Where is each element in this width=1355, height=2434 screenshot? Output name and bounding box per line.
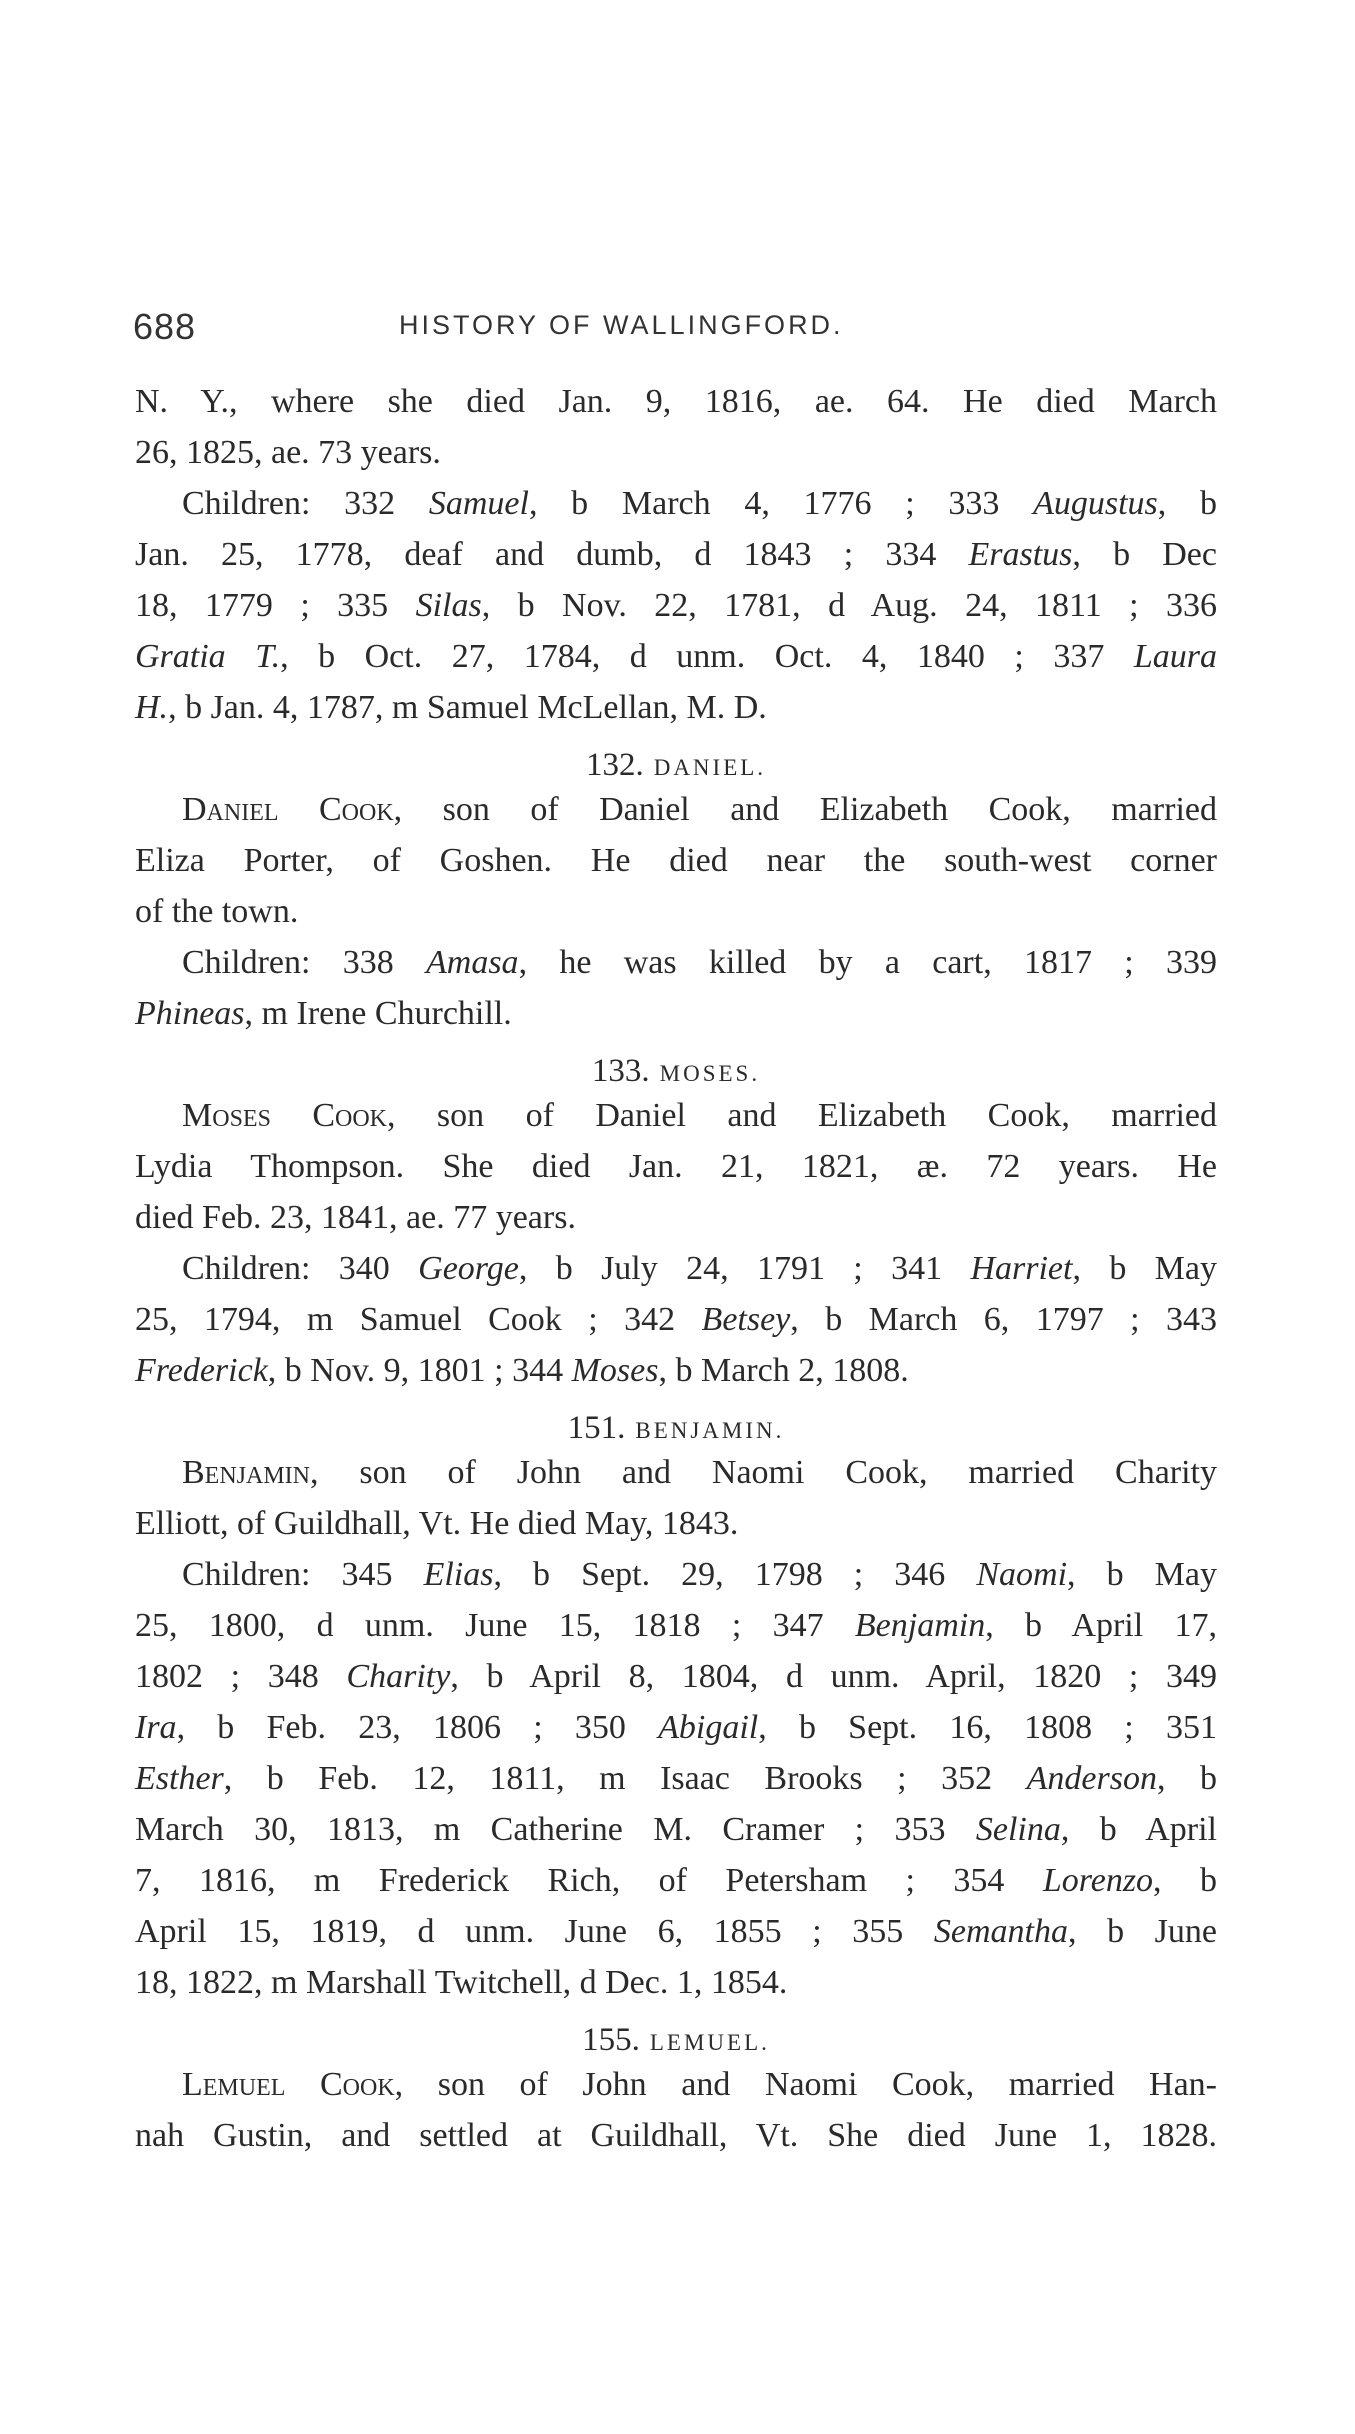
children-line: Frederick, b Nov. 9, 1801 ; 344 Moses, b March 2, 1808. (135, 1352, 909, 1389)
section-heading-151: 151. BENJAMIN. (567, 1410, 785, 1446)
children-line: Children: 345 Elias, b Sept. 29, 1798 ; 346 Naomi, b May (182, 1556, 1218, 1593)
child-name: Frederick (135, 1352, 268, 1389)
person-name: Daniel Cook (182, 791, 394, 828)
children-line: 7, 1816, m Frederick Rich, of Petersham ; 354 Lorenzo, b (135, 1862, 1217, 1899)
child-name: H. (135, 689, 169, 726)
children-line: 18, 1779 ; 335 Silas, b Nov. 22, 1781, d Aug. 24, 1811 ; 336 (135, 587, 1217, 624)
child-name: Phineas (135, 995, 245, 1032)
text-line: of the town. (135, 893, 299, 930)
child-name: Ira (135, 1709, 177, 1746)
child-name: Betsey (701, 1301, 791, 1338)
child-name: Lorenzo (1042, 1862, 1154, 1899)
children-line: 25, 1794, m Samuel Cook ; 342 Betsey, b March 6, 1797 ; 343 (135, 1301, 1218, 1338)
text-line: Elliott, of Guildhall, Vt. He died May, 1843. (135, 1505, 739, 1542)
children-line: Jan. 25, 1778, deaf and dumb, d 1843 ; 334 Erastus, b Dec (135, 536, 1217, 573)
body-text (135, 376, 1217, 2161)
children-line: Esther, b Feb. 12, 1811, m Isaac Brooks ; 352 Anderson, b (135, 1760, 1217, 1797)
children-line: Children: 340 George, b July 24, 1791 ; 341 Harriet, b May (182, 1250, 1217, 1287)
text-line: Daniel Cook, son of Daniel and Elizabeth Cook, married (182, 791, 1217, 828)
text-line: nah Gustin, and settled at Guildhall, Vt. She died June 1, 1828. (135, 2117, 1217, 2154)
child-name: George (418, 1250, 519, 1287)
children-line: 18, 1822, m Marshall Twitchell, d Dec. 1, 1854. (135, 1964, 788, 2001)
child-name: Laura (1133, 638, 1217, 675)
child-name: Anderson (1026, 1760, 1157, 1797)
child-name: Silas (415, 587, 482, 624)
children-line: 1802 ; 348 Charity, b April 8, 1804, d unm. April, 1820 ; 349 (135, 1658, 1217, 1695)
text-line: 26, 1825, ae. 73 years. (135, 434, 441, 471)
child-name: Esther (135, 1760, 224, 1797)
children-line: Gratia T., b Oct. 27, 1784, d unm. Oct. 4, 1840 ; 337 Laura (135, 638, 1217, 675)
person-name: Lemuel Cook (182, 2066, 395, 2103)
children-line: Ira, b Feb. 23, 1806 ; 350 Abigail, b Sept. 16, 1808 ; 351 (135, 1709, 1217, 1746)
child-name: Augustus (1033, 485, 1158, 522)
child-name: Elias (423, 1556, 494, 1593)
child-name: Moses (571, 1352, 659, 1389)
child-name: Samuel (428, 485, 529, 522)
text-line: Moses Cook, son of Daniel and Elizabeth Cook, married (182, 1097, 1217, 1134)
section-heading-133: 133. MOSES. (591, 1053, 761, 1089)
text-line: Benjamin, son of John and Naomi Cook, married Charity (182, 1454, 1217, 1491)
text-line: Lemuel Cook, son of John and Naomi Cook, married Han- (182, 2066, 1217, 2103)
child-name: Amasa (426, 944, 519, 981)
text-line: died Feb. 23, 1841, ae. 77 years. (135, 1199, 576, 1236)
child-name: Charity (346, 1658, 451, 1695)
person-name: Benjamin (182, 1454, 311, 1491)
children-line: Children: 332 Samuel, b March 4, 1776 ; 333 Augustus, b (182, 485, 1218, 522)
page-number: 688 (133, 306, 197, 347)
children-line: April 15, 1819, d unm. June 6, 1855 ; 355 Semantha, b June (135, 1913, 1218, 1950)
children-line: Phineas, m Irene Churchill. (135, 995, 512, 1032)
text-line: N. Y., where she died Jan. 9, 1816, ae. 64. He died March (135, 383, 1217, 420)
section-heading-155: 155. LEMUEL. (582, 2022, 770, 2058)
section-heading-132: 132. DANIEL. (585, 747, 767, 783)
children-line: March 30, 1813, m Catherine M. Cramer ; 353 Selina, b April (135, 1811, 1217, 1848)
child-name: Selina (975, 1811, 1061, 1848)
text-line: Eliza Porter, of Goshen. He died near the south-west corner (135, 842, 1217, 879)
text-line: Lydia Thompson. She died Jan. 21, 1821, æ. 72 years. He (135, 1148, 1217, 1185)
child-name: Benjamin (854, 1607, 986, 1644)
children-line: H., b Jan. 4, 1787, m Samuel McLellan, M. D. (135, 689, 767, 726)
child-name: Gratia T. (135, 638, 281, 675)
running-head (133, 306, 1223, 356)
book-title: HISTORY OF WALLINGFORD. (399, 310, 844, 340)
children-line: Children: 338 Amasa, he was killed by a cart, 1817 ; 339 (182, 944, 1217, 981)
child-name: Naomi (976, 1556, 1068, 1593)
child-name: Semantha (933, 1913, 1068, 1950)
child-name: Erastus (968, 536, 1073, 573)
child-name: Abigail (658, 1709, 759, 1746)
children-line: 25, 1800, d unm. June 15, 1818 ; 347 Benjamin, b April 17, (135, 1607, 1217, 1644)
child-name: Harriet (970, 1250, 1073, 1287)
person-name: Moses Cook (182, 1097, 388, 1134)
